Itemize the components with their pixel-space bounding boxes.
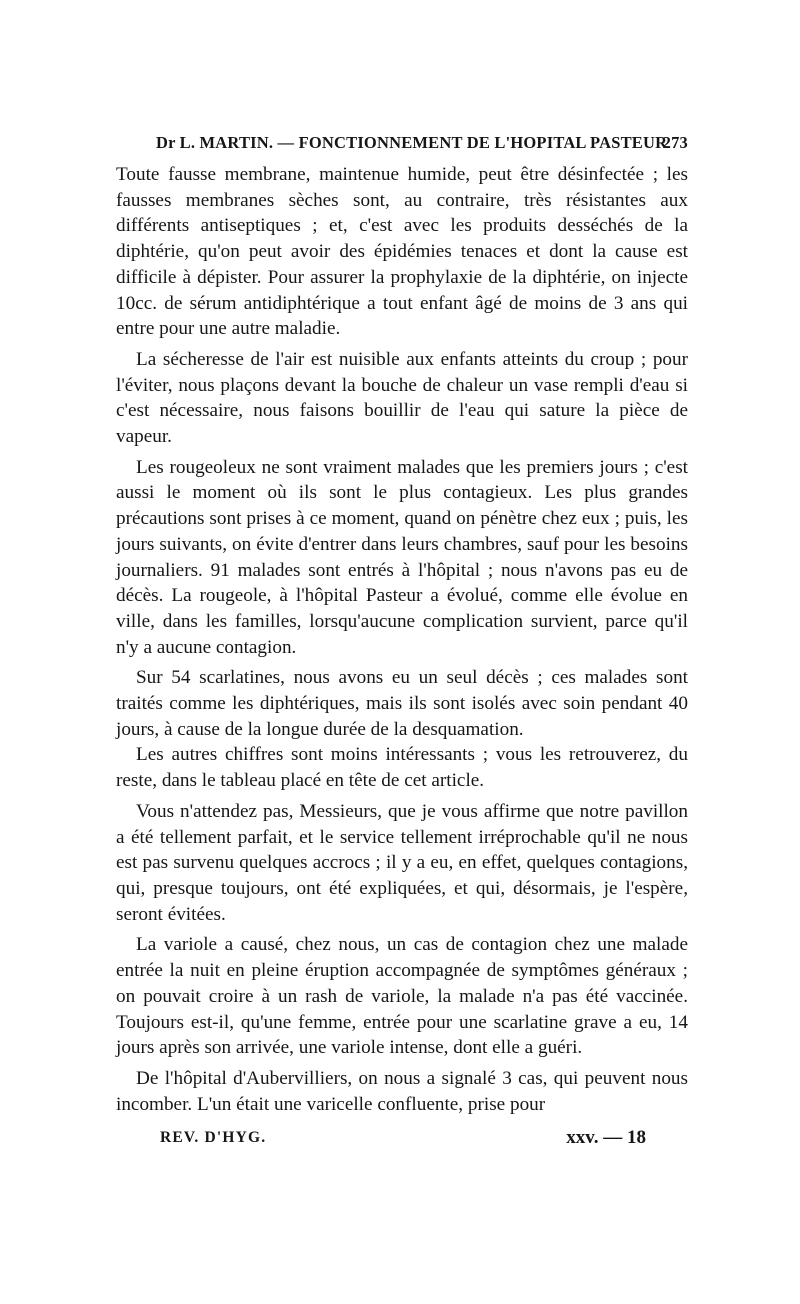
paragraph-rougeoleux: Les rougeoleux ne sont vraiment malades que les premiers jours ; c'est aussi le moment où ils sont le plus contagieux. Les plus grandes précautions sont prises à ce moment, quand on pénètre chez eux ; puis, les jours suivants, on évite d'entrer dans leurs chambres, sauf pour les besoins journaliers. 91 malades sont entrés à l'hôpital ; nous n'avons pas eu de décès. La rougeole, à l'hôpital Pasteur a évolué, comme elle évolue en ville, dans les familles, lorsqu'aucune complication survient, parce qu'il n'y a aucune contagion. [116, 456, 688, 658]
running-title: Dr L. MARTIN. — FONCTIONNEMENT DE L'HOPITAL PASTEUR [156, 133, 668, 152]
page-footer [160, 1127, 646, 1155]
paragraph-variole: La variole a causé, chez nous, un cas de contagion chez une malade entrée la nuit en pleine éruption accompagnée de symptômes généraux ; on pouvait croire à un rash de variole, la malade n'a pas été vaccinée. Toujours est-il, qu'une femme, entrée pour une scarlatine grave a eu, 14 jours après son arrivée, une variole intense, dont elle a guéri. [116, 934, 688, 1059]
paragraph-fausses-membranes: Toute fausse membrane, maintenue humide, peut être désinfectée ; les fausses membranes sèches sont, au contraire, très résistantes aux différents antiseptiques ; et, c'est avec les produits desséchés de la diphtérie, qu'on peut avoir des épidémies tenaces et dont la cause est difficile à dépister. Pour assurer la prophylaxie de la diphtérie, on injecte 10cc. de sérum antidiphtérique a tout enfant âgé de moins de 3 ans qui entre pour une autre maladie. [116, 164, 688, 340]
article-body [116, 162, 688, 1117]
paragraph-secheresse: La sécheresse de l'air est nuisible aux enfants atteints du croup ; pour l'éviter, nous plaçons devant la bouche de chaleur un vase rempli d'eau si c'est nécessaire, nous faisons bouillir de l'eau qui sature la pièce de vapeur. [116, 348, 688, 448]
paragraph-autres-chiffres: Les autres chiffres sont moins intéressants ; vous les retrouverez, du reste, dans le tableau placé en tête de cet article. [116, 744, 688, 792]
paragraph-contagions: Vous n'attendez pas, Messieurs, que je vous affirme que notre pavillon a été tellement parfait, et le service tellement irréprochable qu'il ne nous est pas survenu quelques accrocs ; il y a eu, en effet, quelques contagions, qui, presque toujours, ont été expliquées, et qui, désormais, je l'espère, seront évitées. [116, 800, 688, 925]
running-header [156, 133, 688, 159]
page-number: 273 [662, 133, 688, 152]
paragraph-scarlatines: Sur 54 scarlatines, nous avons eu un seul décès ; ces malades sont traités comme les diphtériques, mais ils sont isolés avec soin pendant 40 jours, à cause de la longue durée de la desquamation. [116, 667, 688, 740]
journal-abbreviation: REV. D'HYG. [160, 1129, 267, 1146]
signature-mark: xxv. — 18 [566, 1127, 646, 1148]
paragraph-aubervilliers: De l'hôpital d'Aubervilliers, on nous a signalé 3 cas, qui peuvent nous incomber. L'un était une varicelle confluente, prise pour [116, 1067, 688, 1115]
